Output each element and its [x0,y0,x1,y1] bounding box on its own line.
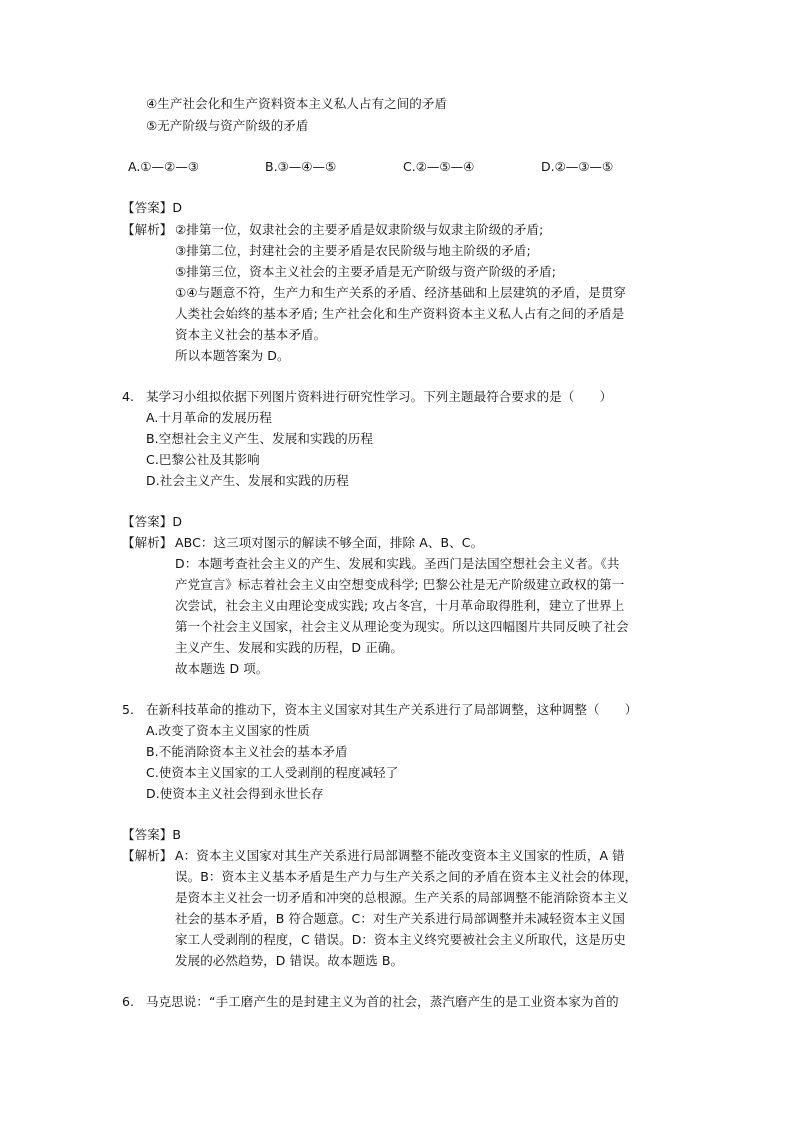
answer-label: 【答案】D [122,514,183,529]
answer-label: 【答案】B [122,827,182,842]
question-stem: 在新科技革命的推动下，资本主义国家对其生产关系进行了局部调整，这种调整（ ） [146,702,638,717]
question-stem: 某学习小组拟依据下列图片资料进行研究性学习。下列主题最符合要求的是（ ） [146,389,613,404]
option-b: B.③—④—⑤ [265,159,337,174]
analysis-line: 是资本主义社会一切矛盾和冲突的总根源。生产关系的局部调整不能消除资本主义 [175,890,629,905]
option-d: D.②—③—⑤ [541,159,614,174]
analysis-label: 【解析】 [122,535,173,550]
analysis-label: 【解析】 [122,222,173,237]
analysis-line: 发展的必然趋势，D 错误。故本题选 B。 [175,953,404,968]
question-stem: 马克思说：“手工磨产生的是封建主义为首的社会，蒸汽磨产生的是工业资本家为首的 [146,994,619,1009]
option-c: C.②—⑤—④ [403,159,475,174]
analysis-line: 故本题选 D 项。 [175,661,269,676]
question-number: 6. [122,994,135,1009]
analysis-line: ②排第一位，奴隶社会的主要矛盾是奴隶阶级与奴隶主阶级的矛盾; [175,222,544,237]
option-d: D.社会主义产生、发展和实践的历程 [146,473,349,488]
analysis-line: ⑤排第三位，资本主义社会的主要矛盾是无产阶级与资产阶级的矛盾; [175,264,557,279]
analysis-line: 次尝试，社会主义由理论变成实践; 攻占冬宫，十月革命取得胜利，建立了世界上 [175,598,625,613]
analysis-line: ABC：这三项对图示的解读不够全面，排除 A、B、C。 [175,535,484,550]
analysis-line: ③排第二位，封建社会的主要矛盾是农民阶级与地主阶级的矛盾; [175,243,531,258]
option-c: C.巴黎公社及其影响 [146,452,260,467]
analysis-line: 人类社会始终的基本矛盾; 生产社会化和生产资料资本主义私人占有之间的矛盾是 [175,306,625,321]
option-a: A.改变了资本主义国家的性质 [146,723,310,738]
question-number: 5. [122,702,135,717]
question-number: 4. [122,389,135,404]
option-a: A.①—②—③ [128,159,199,174]
analysis-line: ①④与题意不符，生产力和生产关系的矛盾、经济基础和上层建筑的矛盾，是贯穿 [175,285,627,300]
analysis-line: 误。B：资本主义基本矛盾是生产力与生产关系之间的矛盾在资本主义社会的体现， [175,869,638,884]
option-a: A.十月革命的发展历程 [146,410,272,425]
analysis-label: 【解析】 [122,848,173,863]
option-c: C.使资本主义国家的工人受剥削的程度减轻了 [146,765,399,780]
option-b: B.不能消除资本主义社会的基本矛盾 [146,744,348,759]
analysis-line: 所以本题答案为 D。 [175,348,290,363]
analysis-line: 第一个社会主义国家，社会主义从理论变为现实。所以这四幅图片共同反映了社会 [175,619,629,634]
analysis-line: 产党宣言》标志着社会主义由空想变成科学; 巴黎公社是无产阶级建立政权的第一 [175,577,625,592]
analysis-line: D：本题考查社会主义的产生、发展和实践。圣西门是法国空想社会主义者。《共 [175,556,620,571]
analysis-line: 家工人受剥削的程度，C 错误。D：资本主义终究要被社会主义所取代，这是历史 [175,932,627,947]
analysis-line: A：资本主义国家对其生产关系进行局部调整不能改变资本主义国家的性质，A 错 [175,848,625,863]
analysis-line: 资本主义社会的基本矛盾。 [175,327,327,342]
analysis-line: 社会的基本矛盾，B 符合题意。C：对生产关系进行局部调整并未减轻资本主义国 [175,911,625,926]
list-item: ④生产社会化和生产资料资本主义私人占有之间的矛盾 [146,96,448,111]
option-d: D.使资本主义社会得到永世长存 [146,786,324,801]
list-item: ⑤无产阶级与资产阶级的矛盾 [146,118,309,133]
answer-label: 【答案】D [122,200,183,215]
analysis-line: 主义产生、发展和实践的历程，D 正确。 [175,640,403,655]
option-b: B.空想社会主义产生、发展和实践的历程 [146,431,373,446]
